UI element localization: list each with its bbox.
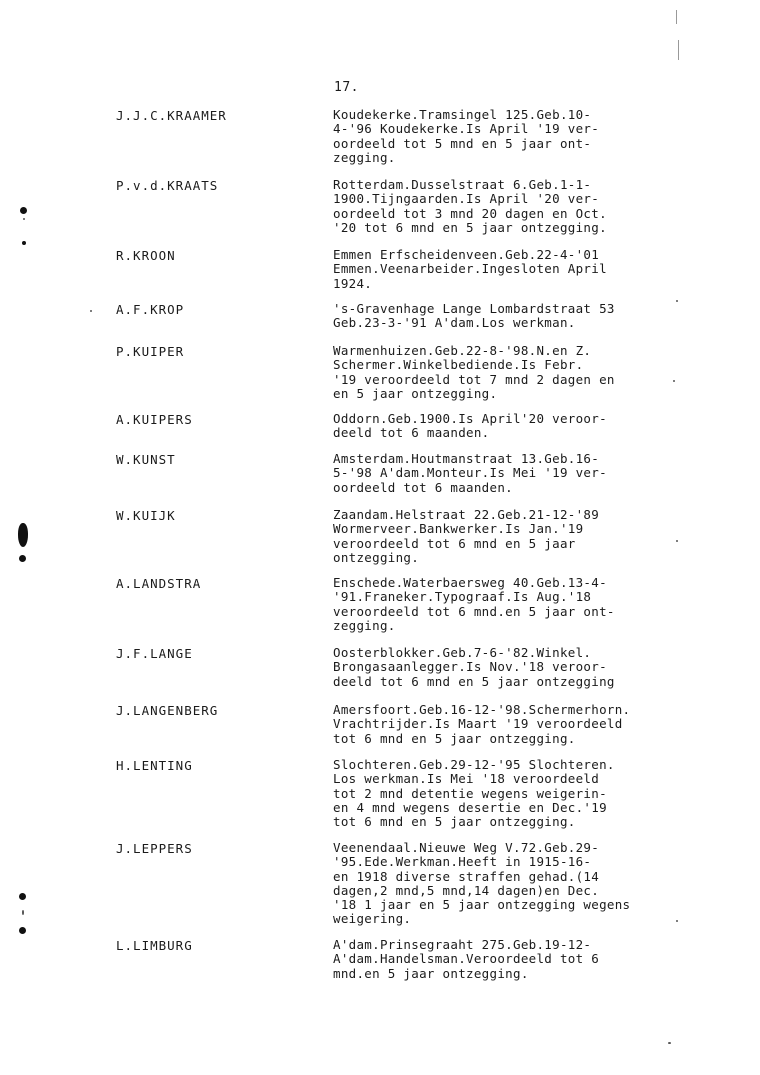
punch-hole-mark <box>19 893 26 900</box>
scan-mark <box>678 40 679 60</box>
record-name: A.F.KROP <box>116 302 185 317</box>
scan-speck <box>676 920 678 922</box>
record-name: J.J.C.KRAAMER <box>116 108 227 123</box>
record-text: Amersfoort.Geb.16-12-'98.Schermerhorn. Vrachtrijder.Is Maart '19 veroordeeld tot 6 mnd en 5 jaar ontzegging. <box>333 702 631 746</box>
record-text: Veenendaal.Nieuwe Weg V.72.Geb.29- '95.Ede.Werkman.Heeft in 1915-16- en 1918 diverse straffen gehad.(14 dagen,2 mnd,5 mnd,14 dagen)en Dec. '18 1 jaar en 5 jaar ontzegging wegens weigering. <box>333 840 631 927</box>
punch-hole-mark <box>20 207 27 214</box>
page-number: 17. <box>334 80 359 95</box>
scan-speck <box>90 310 92 312</box>
record-name: L.LIMBURG <box>116 938 193 953</box>
record-text: Slochteren.Geb.29-12-'95 Slochteren. Los werkman.Is Mei '18 veroordeeld tot 2 mnd detentie wegens weigerin- en 4 mnd wegens desertie en Dec.'19 tot 6 mnd en 5 jaar ontzegging. <box>333 757 615 830</box>
scan-speck <box>668 1042 671 1044</box>
record-name: W.KUIJK <box>116 508 176 523</box>
record-text: Rotterdam.Dusselstraat 6.Geb.1-1- 1900.Tijngaarden.Is April '20 ver- oordeeld tot 3 mnd 20 dagen en Oct. '20 tot 6 mnd en 5 jaar ontzegging. <box>333 177 607 235</box>
record-text: Emmen Erfscheidenveen.Geb.22-4-'01 Emmen.Veenarbeider.Ingesloten April 1924. <box>333 247 607 291</box>
punch-hole-mark <box>19 555 26 562</box>
record-text: Oddorn.Geb.1900.Is April'20 veroor- deeld tot 6 maanden. <box>333 411 607 441</box>
punch-hole-mark <box>19 927 26 934</box>
record-name: H.LENTING <box>116 758 193 773</box>
record-text: Amsterdam.Houtmanstraat 13.Geb.16- 5-'98 A'dam.Monteur.Is Mei '19 ver- oordeeld tot 6 maanden. <box>333 451 607 495</box>
record-text: A'dam.Prinsegraaht 275.Geb.19-12- A'dam.Handelsman.Veroordeeld tot 6 mnd.en 5 jaar ontzegging. <box>333 937 600 981</box>
record-name: W.KUNST <box>116 452 176 467</box>
record-text: Enschede.Waterbaersweg 40.Geb.13-4- '91.Franeker.Typograaf.Is Aug.'18 veroordeeld tot 6 mnd.en 5 jaar ont- zegging. <box>333 575 615 633</box>
record-text: 's-Gravenhage Lange Lombardstraat 53 Geb.23-3-'91 A'dam.Los werkman. <box>333 301 615 331</box>
punch-hole-mark <box>18 523 28 547</box>
record-text: Warmenhuizen.Geb.22-8-'98.N.en Z. Schermer.Winkelbediende.Is Febr. '19 veroordeeld tot 7 mnd 2 dagen en en 5 jaar ontzegging. <box>333 343 615 401</box>
scan-speck <box>22 910 24 915</box>
record-name: R.KROON <box>116 248 176 263</box>
record-text: Zaandam.Helstraat 22.Geb.21-12-'89 Wormerveer.Bankwerker.Is Jan.'19 veroordeeld tot 6 mnd en 5 jaar ontzegging. <box>333 507 600 565</box>
record-name: J.LANGENBERG <box>116 703 219 718</box>
scan-speck <box>23 218 25 220</box>
record-name: J.F.LANGE <box>116 646 193 661</box>
scan-mark <box>676 10 677 24</box>
record-name: J.LEPPERS <box>116 841 193 856</box>
record-name: A.LANDSTRA <box>116 576 202 591</box>
record-name: P.v.d.KRAATS <box>116 178 219 193</box>
scan-speck <box>673 380 675 382</box>
record-text: Oosterblokker.Geb.7-6-'82.Winkel. Brongasaanlegger.Is Nov.'18 veroor- deeld tot 6 mnd en 5 jaar ontzegging <box>333 645 615 689</box>
scan-speck <box>676 300 678 302</box>
record-name: A.KUIPERS <box>116 412 193 427</box>
scan-speck <box>676 540 678 542</box>
record-text: Koudekerke.Tramsingel 125.Geb.10- 4-'96 Koudekerke.Is April '19 ver- oordeeld tot 5 mnd en 5 jaar ont- zegging. <box>333 107 600 165</box>
record-name: P.KUIPER <box>116 344 185 359</box>
punch-hole-mark <box>22 241 26 245</box>
